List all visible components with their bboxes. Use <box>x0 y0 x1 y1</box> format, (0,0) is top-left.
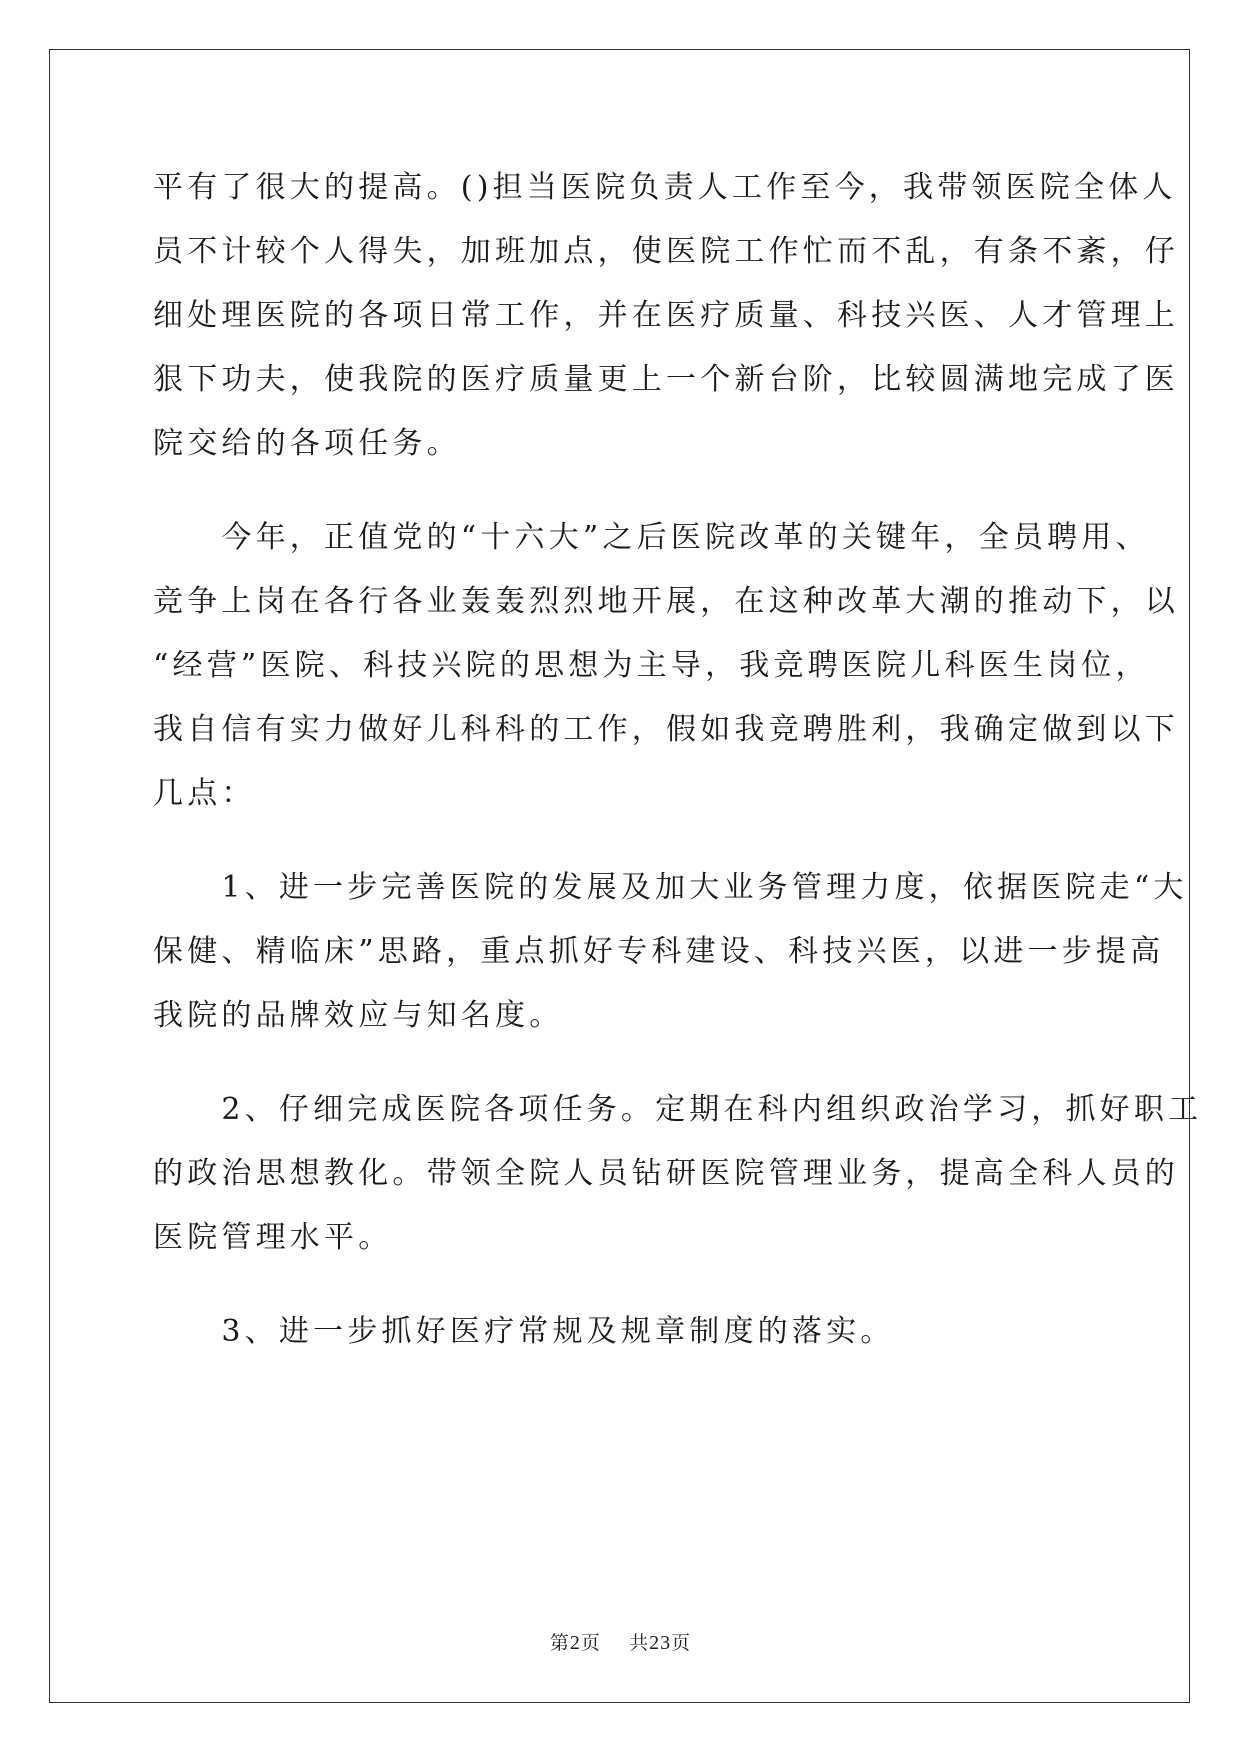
text-line: 院交给的各项任务。 <box>153 426 461 461</box>
paragraph <box>153 1300 1093 1364</box>
text-line: 我院的品牌效应与知名度。 <box>153 998 564 1033</box>
paragraph <box>153 856 1188 1048</box>
text-line: 我自信有实力做好儿科科的工作，假如我竞聘胜利，我确定做到以下 <box>153 712 1179 747</box>
text-line: 1、进一步完善医院的发展及加大业务管理力度，依据医院走“大 <box>153 870 1188 905</box>
paragraph <box>153 156 1179 476</box>
total-prefix: 共 <box>629 1632 650 1654</box>
text-line: 狠下功夫，使我院的医疗质量更上一个新台阶，比较圆满地完成了医 <box>153 362 1179 397</box>
text-line: 竞争上岗在各行各业轰轰烈烈地开展，在这种改革大潮的推动下，以 <box>153 584 1179 619</box>
text-line: 今年，正值党的“十六大”之后医院改革的关键年，全员聘用、 <box>153 520 1150 555</box>
total-pages: 23 <box>649 1632 672 1654</box>
paragraph <box>153 1078 1203 1270</box>
page-number: 2 <box>569 1632 581 1654</box>
text-line: 医院管理水平。 <box>153 1220 393 1255</box>
page-prefix: 第 <box>549 1632 570 1654</box>
text-line: 2、仔细完成医院各项任务。定期在科内组织政治学习，抓好职工 <box>153 1092 1203 1127</box>
text-line: 员不计较个人得失，加班加点，使医院工作忙而不乱，有条不紊，仔 <box>153 234 1179 269</box>
page-footer <box>0 1628 1241 1655</box>
text-line: 的政治思想教化。带领全院人员钻研医院管理业务，提高全科人员的 <box>153 1156 1179 1191</box>
text-line: 3、进一步抓好医疗常规及规章制度的落实。 <box>153 1314 895 1349</box>
document-body <box>153 156 1203 1364</box>
text-line: 保健、精临床”思路，重点抓好专科建设、科技兴医，以进一步提高 <box>153 934 1165 969</box>
text-line: 平有了很大的提高。()担当医院负责人工作至今，我带领医院全体人 <box>153 170 1177 205</box>
page-suffix: 页 <box>580 1632 601 1654</box>
text-line: 细处理医院的各项日常工作，并在医疗质量、科技兴医、人才管理上 <box>153 298 1179 333</box>
total-suffix: 页 <box>671 1632 692 1654</box>
text-line: 几点： <box>153 776 256 811</box>
text-line: “经营”医院、科技兴院的思想为主导，我竞聘医院儿科医生岗位， <box>153 648 1150 683</box>
paragraph <box>153 506 1179 826</box>
